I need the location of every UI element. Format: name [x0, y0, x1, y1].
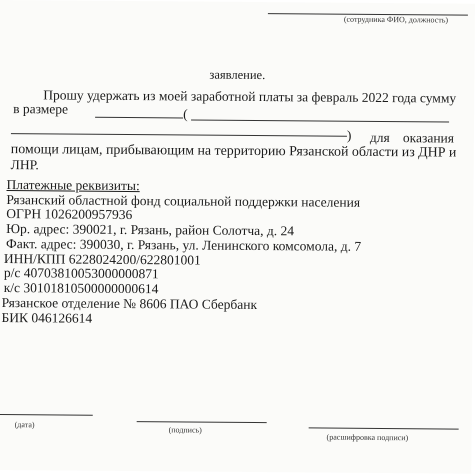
statement-line-1: Прошу удержать из моей заработной платы за февраль 2022 года сумму — [43, 87, 457, 106]
requisite-line: Факт. адрес: 390030, г. Рязань, ул. Ленинского комсомола, д. 7 — [6, 236, 362, 254]
signature-line — [137, 421, 267, 423]
amount-close-paren: ) — [346, 127, 352, 143]
signature-caption: (подпись) — [168, 425, 202, 435]
date-caption: (дата) — [14, 420, 35, 430]
statement-line-4: помощи лицам, прибывающим на территорию Рязанской области из ДНР и — [10, 142, 457, 161]
statement-amount-label: в размере — [13, 101, 69, 117]
amount-words-line-2 — [11, 133, 347, 137]
document-title: заявление. — [209, 67, 266, 83]
employee-caption: (сотрудника ФИО, должность) — [343, 14, 449, 25]
requisite-line: ОГРН 1026200957936 — [6, 206, 133, 223]
amount-number-line — [95, 117, 183, 119]
requisites-heading: Платежные реквизиты: — [6, 177, 140, 194]
requisite-line: БИК 046126614 — [1, 310, 93, 326]
decoding-caption: (расшифровка подписи) — [326, 432, 409, 443]
statement-word-for: для — [369, 129, 390, 146]
requisite-line: р/с 40703810053000000871 — [3, 265, 159, 282]
amount-open-paren: ( — [183, 106, 188, 122]
amount-words-line-1 — [191, 120, 449, 123]
requisite-line: Юр. адрес: 390021, г. Рязань, район Солотча, д. 24 — [6, 221, 295, 239]
decoding-line — [309, 427, 459, 429]
requisite-line: ИНН/КПП 6228024200/622801001 — [3, 251, 201, 268]
statement-line-5: ЛНР. — [10, 157, 39, 173]
requisite-line: Рязанское отделение № 8606 ПАО Сбербанк — [1, 295, 258, 313]
requisite-line: Рязанский областной фонд социальной поддержки населения — [6, 192, 361, 210]
statement-word-providing: оказания — [402, 130, 455, 146]
date-line — [0, 414, 93, 416]
requisite-line: к/с 30101810500000000614 — [3, 280, 159, 297]
